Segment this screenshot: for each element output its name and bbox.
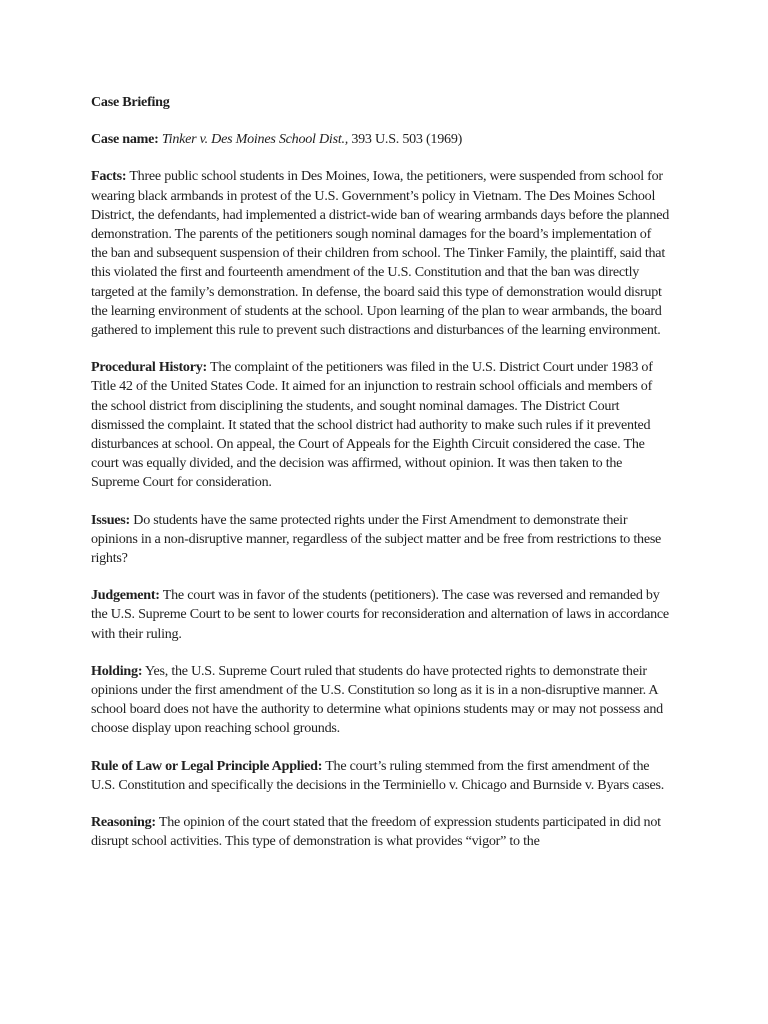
section-label-facts: Facts: [91, 168, 127, 185]
case-citation: 393 U.S. 503 (1969) [351, 131, 463, 148]
case-name-label: Case name: [91, 131, 159, 148]
section-label-judgement: Judgement: [91, 587, 160, 604]
section-text-issues: Do students have the same protected rights under the First Amendment to demonstrate their opinions in a non-disruptive manner, regardless of the subject matter and be free from restrictions to these rights? [91, 511, 662, 567]
case-title: Tinker v. Des Moines School Dist., [161, 131, 349, 148]
section-label-procedural-history: Procedural History: [91, 359, 207, 376]
procedural-history-section [91, 358, 669, 492]
section-label-holding: Holding: [91, 662, 143, 679]
section-label-rule-of-law: Rule of Law or Legal Principle Applied: [91, 757, 323, 774]
document-title: Case Briefing [91, 94, 170, 110]
section-text-facts: Three public school students in Des Moines, Iowa, the petitioners, were suspended from school for wearing black armbands in protest of the U.S. Government’s policy in Vietnam. The Des Moines School District, the defendants, had implemented a district-wide ban of wearing armbands days before the planned demonstration. The parents of the petitioners sough nominal damages for the board’s implementation of the ban and subsequent suspension of their children from school. The Tinker Family, the plaintiff, said that this violated the first and fourteenth amendment of the U.S. Constitution and that the ban was directly targeted at the family’s demonstration. In defense, the board said this type of demonstration would disrupt the learning environment of students at the school. Upon learning of the plan to wear armbands, the board gathered to implement this rule to prevent such distractions and disturbances of the learning environment. [91, 168, 670, 339]
section-label-reasoning: Reasoning: [91, 814, 156, 831]
section-text-rule-of-law: The court’s ruling stemmed from the first amendment of the U.S. Constitution and specifically the decisions in the Terminiello v. Chicago and Burnside v. Byars cases. [91, 757, 664, 793]
section-text-judgement: The court was in favor of the students (petitioners). The case was reversed and remanded by the U.S. Supreme Court to be sent to lower courts for reconsideration and alternation of laws in accordance with their ruling. [91, 587, 669, 642]
facts-section [91, 167, 669, 340]
reasoning-section [91, 813, 669, 851]
judgement-section [91, 586, 669, 644]
section-text-procedural-history: The complaint of the petitioners was filed in the U.S. District Court under 1983 of Title 42 of the United States Code. It aimed for an injunction to restrain school officials and members of the school district from disciplining the students, and sought nominal damages. The District Court dismissed the complaint. It stated that the school district had authority to make such rules if it prevented disturbances at school. On appeal, the Court of Appeals for the Eighth Circuit considered the case. The court was equally divided, and the decision was affirmed, without opinion. It was then taken to the Supreme Court for consideration. [91, 359, 653, 491]
case-name-line [91, 130, 669, 149]
section-label-issues: Issues: [91, 511, 130, 528]
rule-of-law-section [91, 757, 669, 795]
issues-section [91, 511, 669, 569]
document-body [91, 93, 669, 852]
holding-section [91, 662, 669, 739]
section-text-reasoning: The opinion of the court stated that the freedom of expression students participated in did not disrupt school activities. This type of demonstration is what provides “vigor” to the [91, 814, 661, 850]
section-text-holding: Yes, the U.S. Supreme Court ruled that students do have protected rights to demonstrate their opinions under the first amendment of the U.S. Constitution so long as it is in a non-disruptive manner. A school board does not have the authority to determine what opinions students may or may not possess and choose display upon reaching school grounds. [91, 662, 663, 737]
